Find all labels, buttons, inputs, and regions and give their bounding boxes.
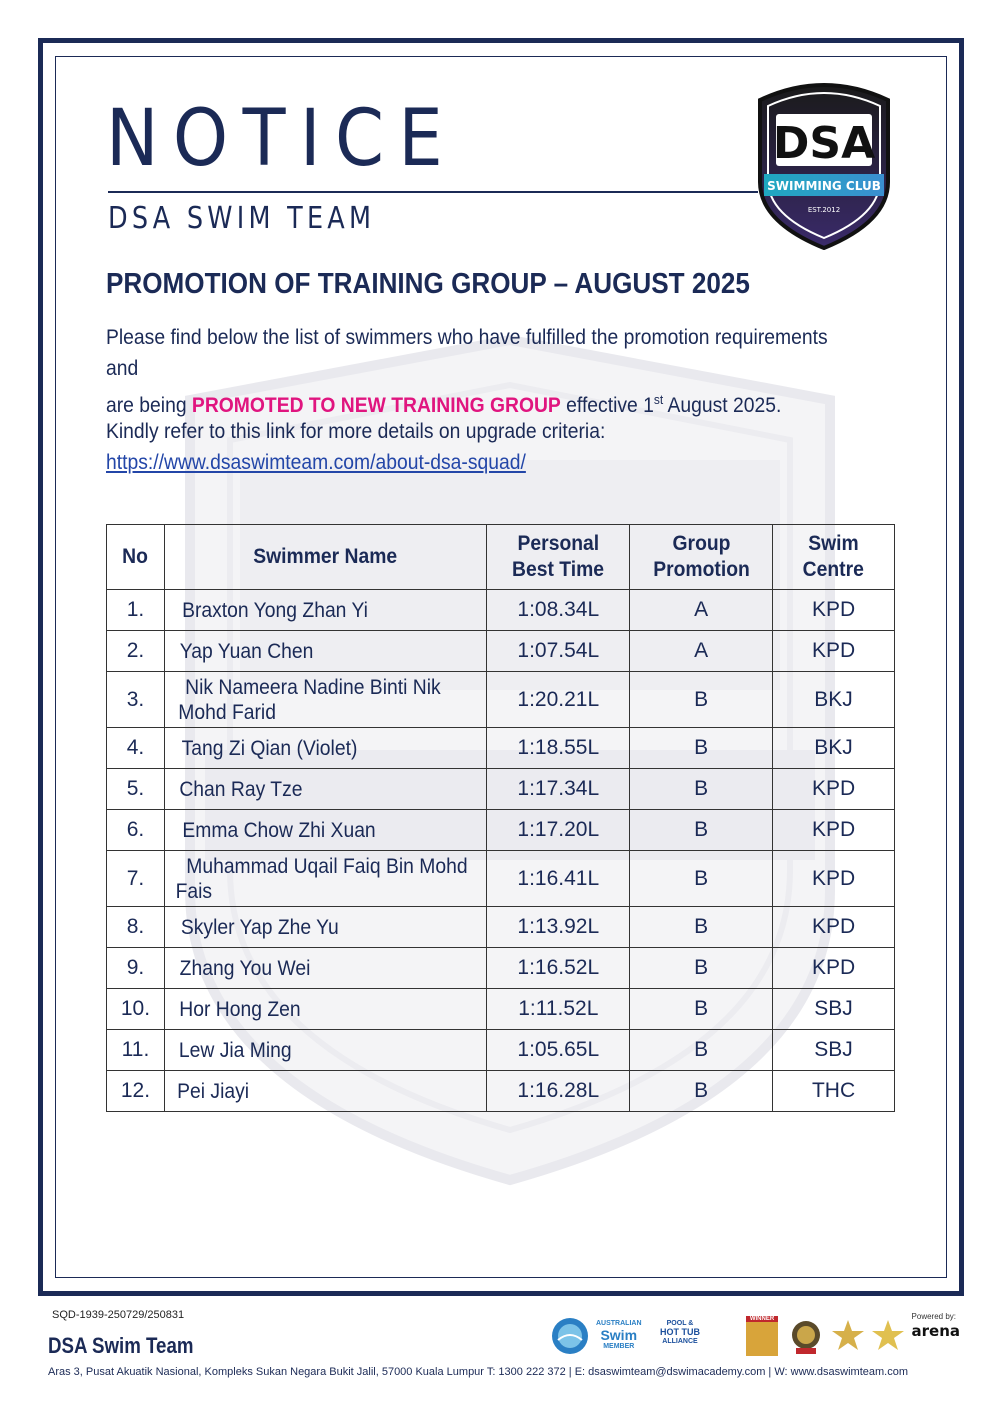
row-centre: BKJ (773, 672, 895, 728)
pool-hot-tub-badge: POOL & HOT TUB ALLIANCE (660, 1320, 700, 1345)
table-row (107, 590, 895, 631)
powered-by-label: Powered by: (911, 1312, 956, 1321)
star-award-icon (830, 1318, 866, 1356)
row-swimmer-name: Skyler Yap Zhe Yu (164, 907, 486, 948)
row-best-time: 1:08.34L (487, 590, 630, 631)
row-swimmer-name: Tang Zi Qian (Violet) (164, 728, 486, 769)
row-no: 6. (107, 810, 165, 851)
page-heading: PROMOTION OF TRAINING GROUP – AUGUST 2025 (106, 268, 750, 300)
row-no: 10. (107, 989, 165, 1030)
header-group-promotion: Group Promotion (630, 525, 773, 590)
table-row (107, 728, 895, 769)
row-group: A (630, 631, 773, 672)
table-row (107, 907, 895, 948)
table-row (107, 1071, 895, 1112)
table-row (107, 769, 895, 810)
row-centre: KPD (773, 851, 895, 907)
intro-line-1: Please find below the list of swimmers who have fulfilled the promotion requirements and (106, 326, 828, 380)
row-best-time: 1:11.52L (487, 989, 630, 1030)
row-swimmer-name: Braxton Yong Zhan Yi (164, 590, 486, 631)
row-no: 3. (107, 672, 165, 728)
title-divider (108, 191, 758, 193)
row-best-time: 1:20.21L (487, 672, 630, 728)
row-centre: KPD (773, 907, 895, 948)
row-centre: KPD (773, 631, 895, 672)
criteria-link[interactable]: https://www.dsaswimteam.com/about-dsa-squad/ (106, 451, 526, 474)
row-group: B (630, 728, 773, 769)
row-swimmer-name: Muhammad Uqail Faiq Bin Mohd Fais (164, 851, 486, 907)
row-no: 8. (107, 907, 165, 948)
notice-subtitle: DSA SWIM TEAM (108, 201, 376, 236)
intro-line-2-post: August 2025. (663, 394, 782, 417)
row-centre: THC (773, 1071, 895, 1112)
row-no: 4. (107, 728, 165, 769)
row-group: B (630, 948, 773, 989)
row-group: B (630, 1071, 773, 1112)
row-best-time: 1:16.52L (487, 948, 630, 989)
document-code: SQD-1939-250729/250831 (52, 1309, 185, 1321)
header-swim-centre: Swim Centre (773, 525, 895, 590)
row-best-time: 1:13.92L (487, 907, 630, 948)
row-best-time: 1:16.28L (487, 1071, 630, 1112)
row-group: B (630, 989, 773, 1030)
table-row (107, 989, 895, 1030)
row-swimmer-name: Hor Hong Zen (164, 989, 486, 1030)
logo-est-text: EST.2012 (807, 206, 841, 214)
row-best-time: 1:17.34L (487, 769, 630, 810)
row-swimmer-name: Nik Nameera Nadine Binti Nik Mohd Farid (164, 672, 486, 728)
header-swimmer-name: Swimmer Name (164, 525, 486, 590)
partner-badges (548, 1314, 962, 1358)
row-group: B (630, 851, 773, 907)
row-swimmer-name: Lew Jia Ming (164, 1030, 486, 1071)
header-no: No (107, 525, 165, 590)
row-best-time: 1:18.55L (487, 728, 630, 769)
australian-swim-badge: AUSTRALIAN Swim MEMBER (596, 1320, 642, 1350)
logo-text: DSA (772, 118, 876, 169)
header-best-time: Personal Best Time (487, 525, 630, 590)
row-no: 1. (107, 590, 165, 631)
table-header-row (107, 525, 895, 590)
promotion-table (106, 524, 895, 1112)
row-no: 12. (107, 1071, 165, 1112)
row-no: 2. (107, 631, 165, 672)
criteria-text: Kindly refer to this link for more details on upgrade criteria: (106, 420, 606, 443)
row-group: B (630, 907, 773, 948)
intro-paragraph (106, 322, 860, 421)
row-no: 7. (107, 851, 165, 907)
row-group: B (630, 810, 773, 851)
logo-band-text: SWIMMING CLUB (767, 179, 881, 193)
row-centre: SBJ (773, 989, 895, 1030)
table-row (107, 948, 895, 989)
table-row (107, 631, 895, 672)
notice-title: NOTICE (106, 94, 458, 184)
row-swimmer-name: Emma Chow Zhi Xuan (164, 810, 486, 851)
row-swimmer-name: Zhang You Wei (164, 948, 486, 989)
table-row (107, 851, 895, 907)
row-group: B (630, 672, 773, 728)
dsa-logo (750, 72, 898, 250)
row-centre: KPD (773, 948, 895, 989)
footer-brand: DSA Swim Team (48, 1333, 194, 1358)
row-best-time: 1:07.54L (487, 631, 630, 672)
footer-address: Aras 3, Pusat Akuatik Nasional, Kompleks Sukan Negara Bukit Jalil, 57000 Kuala Lumpur T: 1300 222 372 | E: dsaswimteam@dswimacademy.com | W: www.dsaswimteam.com (48, 1366, 908, 1378)
table-row (107, 810, 895, 851)
row-group: B (630, 1030, 773, 1071)
table-row (107, 672, 895, 728)
row-no: 11. (107, 1030, 165, 1071)
winner-award-badge: WINNER (746, 1316, 778, 1356)
row-group: A (630, 590, 773, 631)
row-swimmer-name: Yap Yuan Chen (164, 631, 486, 672)
promoted-highlight: PROMOTED TO NEW TRAINING GROUP (191, 394, 561, 417)
row-swimmer-name: Chan Ray Tze (164, 769, 486, 810)
row-centre: BKJ (773, 728, 895, 769)
row-swimmer-name: Pei Jiayi (164, 1071, 486, 1112)
row-group: B (630, 769, 773, 810)
laurel-award-icon (788, 1318, 824, 1356)
star-award-icon-2 (870, 1318, 906, 1356)
arena-logo: arena (911, 1322, 960, 1340)
row-best-time: 1:17.20L (487, 810, 630, 851)
row-centre: KPD (773, 810, 895, 851)
table-row (107, 1030, 895, 1071)
row-centre: SBJ (773, 1030, 895, 1071)
row-centre: KPD (773, 769, 895, 810)
row-best-time: 1:16.41L (487, 851, 630, 907)
row-no: 9. (107, 948, 165, 989)
row-best-time: 1:05.65L (487, 1030, 630, 1071)
globe-badge-icon (550, 1316, 590, 1356)
intro-line-2-mid: effective 1 (560, 394, 654, 417)
row-centre: KPD (773, 590, 895, 631)
intro-line-2-pre: are being (106, 394, 192, 417)
criteria-paragraph (106, 416, 860, 478)
row-no: 5. (107, 769, 165, 810)
ordinal-suffix: st (653, 392, 664, 407)
